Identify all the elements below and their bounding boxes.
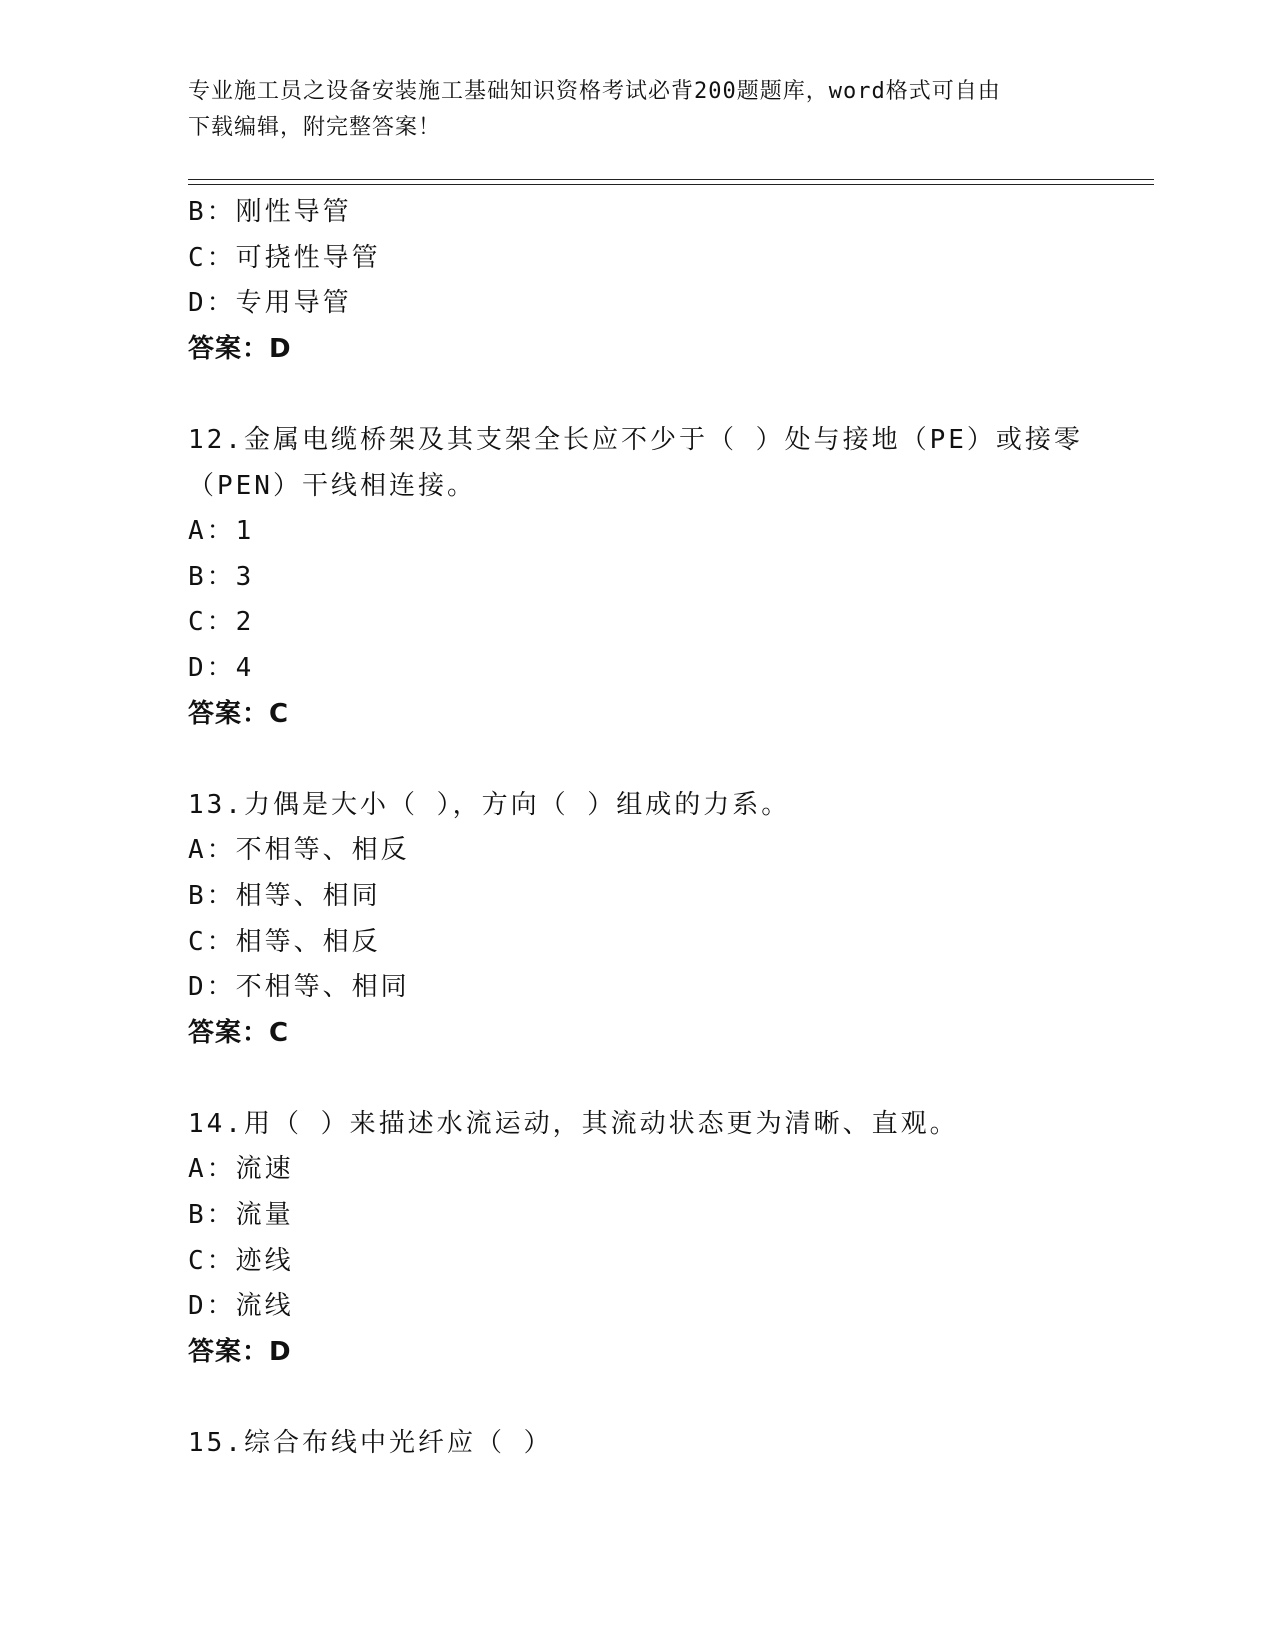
question-spacer xyxy=(188,737,1088,783)
question-text: 14.用（ ）来描述水流运动，其流动状态更为清晰、直观。 xyxy=(188,1108,959,1139)
option-d: D：专用导管 xyxy=(188,288,352,319)
option-d: D：不相等、相同 xyxy=(188,972,410,1003)
question-block-11-tail xyxy=(188,190,1088,372)
option-d: D：4 xyxy=(188,652,255,683)
header-divider-top xyxy=(188,179,1154,180)
question-spacer xyxy=(188,372,1088,418)
option-b: B：3 xyxy=(188,561,255,592)
answer-line: 答案：D xyxy=(188,333,292,364)
option-a: A：流速 xyxy=(188,1154,294,1185)
header-title-line-1: 专业施工员之设备安装施工基础知识资格考试必背200题题库，word格式可自由 xyxy=(188,79,1001,104)
answer-line: 答案：C xyxy=(188,698,290,729)
option-c: C：相等、相反 xyxy=(188,926,381,957)
question-block-13 xyxy=(188,783,1088,1057)
question-block-14 xyxy=(188,1102,1088,1376)
option-a: A：1 xyxy=(188,516,255,547)
option-b: B：刚性导管 xyxy=(188,197,352,227)
question-text-continued: （PEN）干线相连接。 xyxy=(188,470,476,501)
answer-line: 答案：C xyxy=(188,1017,290,1048)
option-c: C：可挠性导管 xyxy=(188,242,381,273)
question-block-15 xyxy=(188,1421,1088,1467)
option-a: A：不相等、相反 xyxy=(188,835,410,866)
document-header xyxy=(188,74,1068,146)
question-text: 12.金属电缆桥架及其支架全长应不少于（ ）处与接地（PE）或接零 xyxy=(188,424,1083,455)
question-list xyxy=(188,190,1088,1467)
question-text: 15.综合布线中光纤应（ ） xyxy=(188,1428,553,1459)
header-title-line-2: 下载编辑，附完整答案！ xyxy=(188,115,442,140)
option-c: C：2 xyxy=(188,607,255,638)
option-b: B：流量 xyxy=(188,1200,294,1231)
question-block-12 xyxy=(188,418,1088,737)
header-divider-bottom xyxy=(188,184,1154,185)
question-spacer xyxy=(188,1375,1088,1421)
question-text: 13.力偶是大小（ ），方向（ ）组成的力系。 xyxy=(188,789,791,820)
option-d: D：流线 xyxy=(188,1291,294,1322)
question-spacer xyxy=(188,1056,1088,1102)
option-b: B：相等、相同 xyxy=(188,880,381,911)
answer-line: 答案：D xyxy=(188,1336,292,1367)
option-c: C：迹线 xyxy=(188,1245,294,1276)
